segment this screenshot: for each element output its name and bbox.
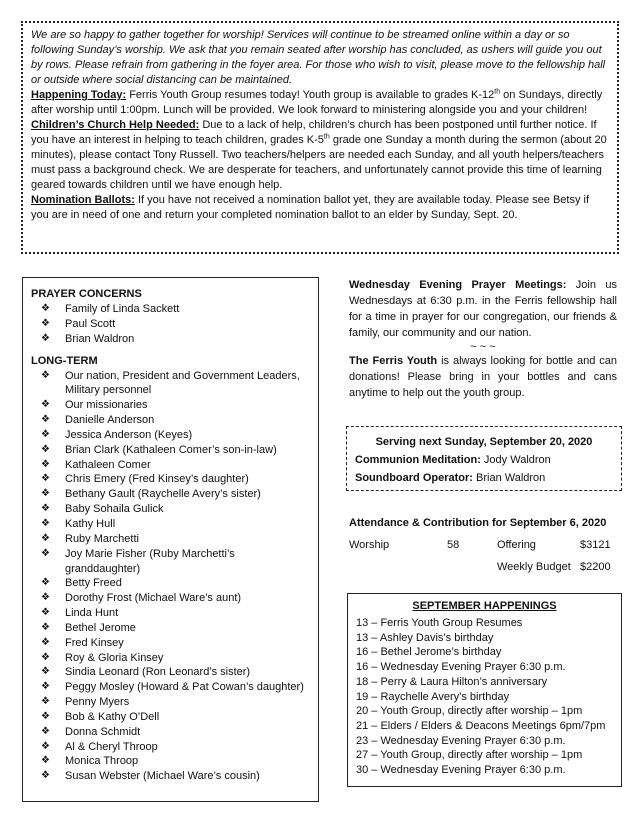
offering-label: Offering bbox=[497, 539, 536, 551]
prayer-item-text: Al & Cheryl Throop bbox=[65, 740, 158, 753]
diamond-bullet-icon: ❖ bbox=[41, 369, 50, 381]
happening-item: 19 – Raychelle Avery’s birthday bbox=[356, 690, 510, 703]
happening-item: 13 – Ashley Davis’s birthday bbox=[356, 631, 494, 644]
prayer-item-text: Bethel Jerome bbox=[65, 621, 136, 634]
diamond-bullet-icon: ❖ bbox=[41, 592, 50, 604]
diamond-bullet-icon: ❖ bbox=[41, 547, 50, 559]
diamond-bullet-icon: ❖ bbox=[41, 607, 50, 619]
happening-item: 30 – Wednesday Evening Prayer 6:30 p.m. bbox=[356, 764, 566, 777]
prayer-item bbox=[31, 413, 310, 428]
happening-item: 16 – Bethel Jerome’s birthday bbox=[356, 646, 502, 659]
prayer-concerns-box bbox=[22, 277, 319, 802]
serving-next-sunday-box bbox=[346, 426, 622, 491]
prayer-item-text: Brian Clark (Kathaleen Comer’s son-in-law) bbox=[65, 443, 277, 456]
diamond-bullet-icon: ❖ bbox=[41, 770, 50, 782]
separator: ~ ~ ~ bbox=[470, 341, 496, 353]
right-column bbox=[349, 277, 617, 401]
childrens-church-paragraph: Children’s Church Help Needed: Due to a lack of help, children’s church has been postponed until further notice. If you have an interest in helping to teach children, grades K-5th grade one Sunday a month during the sermon (about 20 minutes), please contact Tony Russell. Two teachers/helpers are needed each Sunday, and all youth helpers/teachers must pass a background check. We are desperate for teachers, and unfortunately cannot provide this time of learning geared towards children until we have enough help. bbox=[31, 119, 607, 191]
prayer-item-text: Betty Freed bbox=[65, 577, 122, 590]
prayer-item bbox=[31, 665, 310, 680]
diamond-bullet-icon: ❖ bbox=[41, 725, 50, 737]
worship-value: 58 bbox=[447, 539, 460, 551]
prayer-item bbox=[31, 332, 310, 347]
prayer-item-text: Kathaleen Comer bbox=[65, 458, 151, 471]
prayer-item bbox=[31, 532, 310, 547]
attendance-row bbox=[349, 534, 619, 556]
happening-item: 18 – Perry & Laura Hilton’s anniversary bbox=[356, 675, 548, 688]
soundboard-row: Soundboard Operator: Brian Waldron bbox=[355, 472, 546, 484]
happenings-title: SEPTEMBER HAPPENINGS bbox=[412, 600, 557, 612]
happenings-list bbox=[356, 616, 613, 778]
prayer-item bbox=[31, 472, 310, 487]
prayer-item bbox=[31, 547, 310, 577]
attendance-title: Attendance & Contribution for September 6, 2020 bbox=[349, 517, 607, 529]
diamond-bullet-icon: ❖ bbox=[41, 755, 50, 767]
nomination-ballots-paragraph: Nomination Ballots: If you have not received a nomination ballot yet, they are available today. Please see Betsy if you are in need of one and return your completed nomination ballot to an elder by Sunday, Sept. 20. bbox=[31, 194, 590, 221]
september-happenings-box bbox=[347, 593, 622, 787]
happening-item: 23 – Wednesday Evening Prayer 6:30 p.m. bbox=[356, 734, 566, 747]
prayer-item bbox=[31, 458, 310, 473]
prayer-item-text: Chris Emery (Fred Kinsey’s daughter) bbox=[65, 473, 249, 486]
diamond-bullet-icon: ❖ bbox=[41, 577, 50, 589]
happening-item: 27 – Youth Group, directly after worship – 1pm bbox=[356, 749, 583, 762]
worship-label: Worship bbox=[349, 539, 390, 551]
prayer-item bbox=[31, 428, 310, 443]
happening-item: 16 – Wednesday Evening Prayer 6:30 p.m. bbox=[356, 661, 566, 674]
budget-label: Weekly Budget bbox=[497, 561, 571, 573]
budget-value: $2200 bbox=[580, 561, 611, 573]
prayer-item bbox=[31, 517, 310, 532]
prayer-item-text: Linda Hunt bbox=[65, 607, 119, 620]
prayer-item-text: Danielle Anderson bbox=[65, 414, 155, 427]
prayer-item-text: Donna Schmidt bbox=[65, 725, 141, 738]
prayer-item-text: Bethany Gault (Raychelle Avery’s sister) bbox=[65, 488, 261, 501]
prayer-item-text: Susan Webster (Michael Ware’s cousin) bbox=[65, 770, 260, 783]
prayer-item bbox=[31, 680, 310, 695]
diamond-bullet-icon: ❖ bbox=[41, 443, 50, 455]
offering-value: $3121 bbox=[580, 539, 611, 551]
diamond-bullet-icon: ❖ bbox=[41, 517, 50, 529]
prayer-item-text: Paul Scott bbox=[65, 317, 116, 330]
prayer-item-text: Ruby Marchetti bbox=[65, 532, 139, 545]
happening-item: 21 – Elders / Elders & Deacons Meetings 6pm/7pm bbox=[356, 719, 606, 732]
prayer-item bbox=[31, 710, 310, 725]
prayer-concerns-title: PRAYER CONCERNS bbox=[31, 288, 142, 300]
prayer-item bbox=[31, 651, 310, 666]
diamond-bullet-icon: ❖ bbox=[41, 488, 50, 500]
prayer-item-text: Fred Kinsey bbox=[65, 636, 124, 649]
prayer-item bbox=[31, 369, 310, 399]
diamond-bullet-icon: ❖ bbox=[41, 666, 50, 678]
ferris-youth-heading: The Ferris Youth bbox=[349, 355, 438, 367]
prayer-item-text: Penny Myers bbox=[65, 696, 130, 709]
diamond-bullet-icon: ❖ bbox=[41, 332, 50, 344]
diamond-bullet-icon: ❖ bbox=[41, 428, 50, 440]
ferris-youth-paragraph: The Ferris Youth is always looking for bottle and can donations! Please bring in your bottles and cans anytime to help out the youth group. bbox=[349, 355, 617, 399]
long-term-title: LONG-TERM bbox=[31, 354, 98, 367]
happening-today-heading: Happening Today: bbox=[31, 89, 127, 101]
prayer-item bbox=[31, 606, 310, 621]
prayer-item-text: Our missionaries bbox=[65, 399, 148, 412]
diamond-bullet-icon: ❖ bbox=[41, 473, 50, 485]
happening-today-paragraph: Happening Today: Ferris Youth Group resumes today! Youth group is available to grades K-12th on Sundays, directly after worship until 1:00pm. Lunch will be provided. We look forward to ministering alongside you and your children! bbox=[31, 88, 603, 116]
prayer-item bbox=[31, 754, 310, 769]
prayer-item bbox=[31, 621, 310, 636]
prayer-item-text: Roy & Gloria Kinsey bbox=[65, 651, 164, 664]
diamond-bullet-icon: ❖ bbox=[41, 636, 50, 648]
prayer-item-text: Sindia Leonard (Ron Leonard’s sister) bbox=[65, 666, 251, 679]
prayer-item bbox=[31, 725, 310, 740]
intro-paragraph: We are so happy to gather together for worship! Services will continue to be streamed online within a day or so following Sunday’s worship. We ask that you remain seated after worship has concluded, as ushers will guide you out by rows. Please refrain from gathering in the foyer area. For those who wish to visit, please move to the fellowship hall or outside where social distancing can be maintained. bbox=[31, 29, 606, 86]
long-term-list bbox=[31, 369, 310, 785]
announcements-box bbox=[21, 21, 619, 254]
prayer-concerns-list bbox=[31, 302, 310, 347]
communion-row: Communion Meditation: Jody Waldron bbox=[355, 454, 551, 466]
diamond-bullet-icon: ❖ bbox=[41, 503, 50, 515]
prayer-item bbox=[31, 487, 310, 502]
childrens-church-heading: Children’s Church Help Needed: bbox=[31, 119, 200, 131]
prayer-item bbox=[31, 302, 310, 317]
prayer-item bbox=[31, 443, 310, 458]
diamond-bullet-icon: ❖ bbox=[41, 532, 50, 544]
attendance-section bbox=[349, 512, 619, 578]
prayer-item bbox=[31, 591, 310, 606]
prayer-item bbox=[31, 740, 310, 755]
prayer-item bbox=[31, 576, 310, 591]
diamond-bullet-icon: ❖ bbox=[41, 317, 50, 329]
prayer-item bbox=[31, 502, 310, 517]
prayer-item-text: Bob & Kathy O’Dell bbox=[65, 710, 160, 723]
diamond-bullet-icon: ❖ bbox=[41, 696, 50, 708]
prayer-item-text: Family of Linda Sackett bbox=[65, 303, 180, 315]
prayer-item-text: Jessica Anderson (Keyes) bbox=[65, 428, 193, 441]
nomination-ballots-heading: Nomination Ballots: bbox=[31, 194, 135, 206]
prayer-item-text: Our nation, President and Government Leaders, Military personnel bbox=[65, 369, 300, 397]
diamond-bullet-icon: ❖ bbox=[41, 681, 50, 693]
diamond-bullet-icon: ❖ bbox=[41, 399, 50, 411]
prayer-item-text: Joy Marie Fisher (Ruby Marchetti’s granddaughter) bbox=[65, 547, 235, 575]
diamond-bullet-icon: ❖ bbox=[41, 303, 50, 314]
prayer-item-text: Monica Throop bbox=[65, 755, 139, 768]
wednesday-prayer-paragraph: Wednesday Evening Prayer Meetings: Join us Wednesdays at 6:30 p.m. in the Ferris fellowship hall for a time in prayer for our congregation, our friends & family, our community and our nation. bbox=[349, 279, 617, 339]
diamond-bullet-icon: ❖ bbox=[41, 621, 50, 633]
prayer-item bbox=[31, 769, 310, 784]
diamond-bullet-icon: ❖ bbox=[41, 710, 50, 722]
prayer-item bbox=[31, 636, 310, 651]
prayer-item bbox=[31, 398, 310, 413]
prayer-item bbox=[31, 317, 310, 332]
wednesday-prayer-heading: Wednesday Evening Prayer Meetings: bbox=[349, 279, 567, 291]
prayer-item-text: Kathy Hull bbox=[65, 517, 116, 530]
diamond-bullet-icon: ❖ bbox=[41, 651, 50, 663]
prayer-item-text: Baby Sohaila Gulick bbox=[65, 503, 164, 516]
prayer-item-text: Brian Waldron bbox=[65, 332, 135, 345]
prayer-item-text: Dorothy Frost (Michael Ware’s aunt) bbox=[65, 592, 242, 605]
budget-row bbox=[349, 556, 619, 578]
prayer-item bbox=[31, 695, 310, 710]
serving-title: Serving next Sunday, September 20, 2020 bbox=[375, 436, 593, 448]
happening-item: 20 – Youth Group, directly after worship – 1pm bbox=[356, 705, 583, 718]
diamond-bullet-icon: ❖ bbox=[41, 458, 50, 470]
diamond-bullet-icon: ❖ bbox=[41, 414, 50, 426]
prayer-item-text: Peggy Mosley (Howard & Pat Cowan’s daughter) bbox=[65, 681, 304, 694]
diamond-bullet-icon: ❖ bbox=[41, 740, 50, 752]
happening-item: 13 – Ferris Youth Group Resumes bbox=[356, 617, 523, 629]
